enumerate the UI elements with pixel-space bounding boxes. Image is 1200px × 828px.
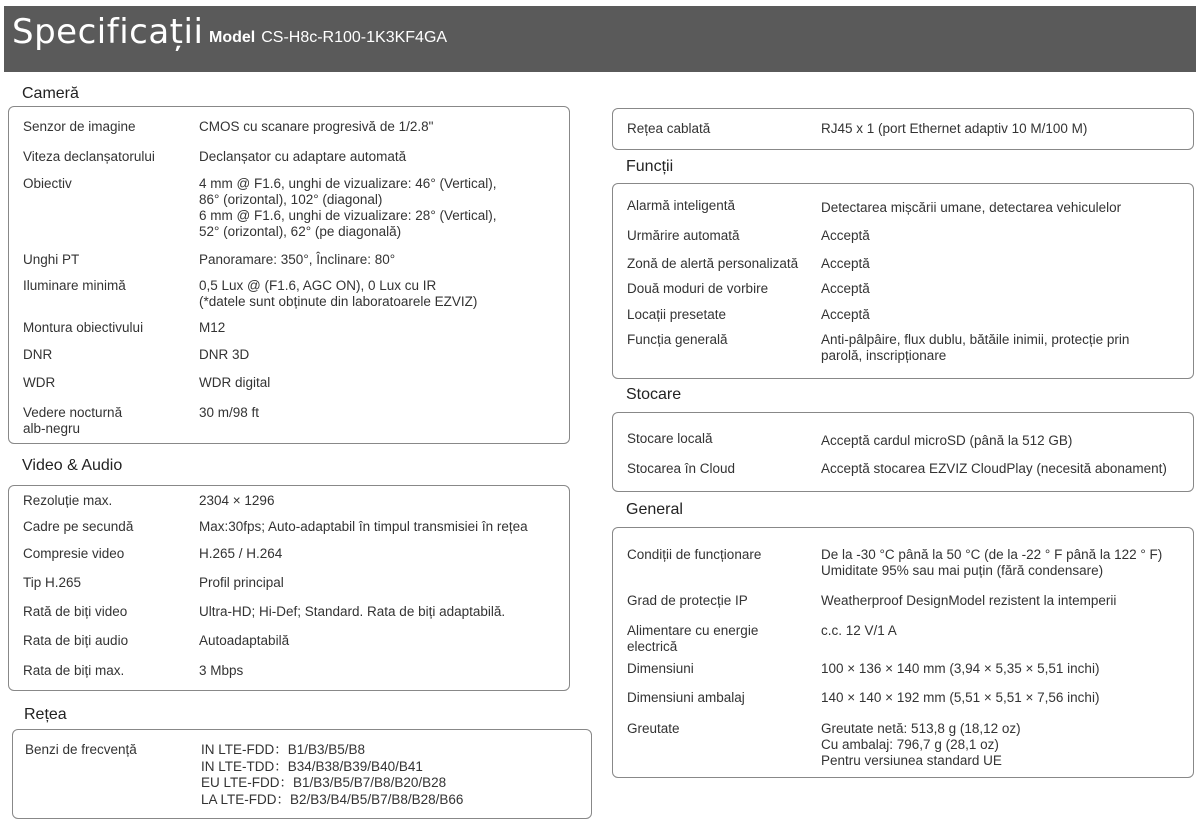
spec-key: Alimentare cu energie electrică bbox=[627, 623, 759, 654]
spec-value: 30 m/98 ft bbox=[199, 405, 260, 420]
spec-key: Urmărire automată bbox=[627, 228, 740, 243]
spec-value: 0,5 Lux @ (F1.6, AGC ON), 0 Lux cu IR (*datele sunt obținute din laboratoarele EZVIZ) bbox=[199, 278, 478, 309]
spec-key: Tip H.265 bbox=[23, 575, 82, 590]
spec-value: 140 × 140 × 192 mm (5,51 × 5,51 × 7,56 inchi) bbox=[821, 690, 1100, 705]
spec-key: DNR bbox=[23, 347, 53, 362]
spec-value: Anti-pâlpâire, flux dublu, bătăile inimii, protecție prin parolă, inscripționare bbox=[821, 332, 1130, 363]
spec-key: Condiții de funcționare bbox=[627, 547, 762, 562]
functions-spec-table bbox=[612, 183, 1194, 379]
general-section-title: General bbox=[626, 501, 683, 518]
spec-value: c.c. 12 V/1 A bbox=[821, 623, 897, 638]
spec-key: Vedere nocturnă alb-negru bbox=[23, 405, 123, 436]
video-audio-spec-table bbox=[8, 485, 570, 691]
model-value: CS-H8c-R100-1K3KF4GA bbox=[261, 29, 448, 46]
storage-section-title: Stocare bbox=[626, 386, 682, 403]
spec-key: Benzi de frecvență bbox=[25, 742, 137, 757]
video-audio-section-title: Video & Audio bbox=[22, 457, 123, 474]
model-label: Model bbox=[209, 29, 256, 46]
spec-key: Senzor de imagine bbox=[23, 119, 136, 134]
spec-value: Declanșator cu adaptare automată bbox=[199, 149, 407, 164]
spec-key: Compresie video bbox=[23, 546, 125, 561]
spec-value: 4 mm @ F1.6, unghi de vizualizare: 46° (Vertical), 86° (orizontal), 102° (diagonal) 6 mm @ F1.6, unghi de vizualizare: 28° (Vertical), 52° (orizontal), 62° (pe diagonală) bbox=[199, 176, 497, 239]
functions-section-title: Funcții bbox=[626, 158, 674, 175]
spec-key: Zonă de alertă personalizată bbox=[627, 256, 799, 271]
spec-value: Acceptă cardul microSD (până la 512 GB) bbox=[821, 433, 1073, 448]
spec-value: 100 × 136 × 140 mm (3,94 × 5,35 × 5,51 inchi) bbox=[821, 661, 1100, 676]
spec-key: Locații presetate bbox=[627, 307, 727, 322]
spec-key: Două moduri de vorbire bbox=[627, 281, 769, 296]
spec-value: Profil principal bbox=[199, 575, 284, 590]
camera-section-title: Cameră bbox=[22, 85, 79, 102]
spec-key: WDR bbox=[23, 375, 56, 390]
spec-value: Acceptă bbox=[821, 307, 870, 322]
spec-key: Rețea cablată bbox=[627, 121, 711, 136]
general-spec-table bbox=[612, 527, 1194, 778]
spec-key: Grad de protecție IP bbox=[627, 593, 748, 608]
page-header bbox=[4, 6, 1196, 72]
spec-value: IN LTE-FDD：B1/B3/B5/B8 IN LTE-TDD：B34/B38/B39/B40/B41 EU LTE-FDD：B1/B3/B5/B7/B8/B20/B28 LA LTE-FDD：B2/B3/B4/B5/B7/B8/B28/B66 bbox=[201, 742, 464, 807]
spec-key: Cadre pe secundă bbox=[23, 519, 134, 534]
spec-value: DNR 3D bbox=[199, 347, 250, 362]
network-section-title: Rețea bbox=[24, 706, 67, 723]
spec-key: Obiectiv bbox=[23, 176, 72, 191]
spec-value: Acceptă bbox=[821, 228, 870, 243]
spec-key: Dimensiuni ambalaj bbox=[627, 690, 745, 705]
spec-key: Rata de biți max. bbox=[23, 663, 125, 678]
spec-value: De la -30 °C până la 50 °C (de la -22 ° F până la 122 ° F) Umiditate 95% sau mai puțin (fără condensare) bbox=[821, 547, 1163, 578]
spec-value: Greutate netă: 513,8 g (18,12 oz) Cu ambalaj: 796,7 g (28,1 oz) Pentru versiunea standard UE bbox=[821, 721, 1021, 768]
spec-value: Panoramare: 350°, Înclinare: 80° bbox=[199, 252, 396, 267]
spec-key: Dimensiuni bbox=[627, 661, 694, 676]
spec-key: Alarmă inteligentă bbox=[627, 198, 736, 213]
spec-value: 2304 × 1296 bbox=[199, 493, 275, 508]
camera-spec-table bbox=[8, 106, 570, 444]
network-spec-table bbox=[12, 729, 592, 819]
spec-key: Viteza declanșatorului bbox=[23, 149, 155, 164]
spec-value: RJ45 x 1 (port Ethernet adaptiv 10 M/100 M) bbox=[821, 121, 1088, 136]
spec-value: Autoadaptabilă bbox=[199, 633, 290, 648]
spec-value: WDR digital bbox=[199, 375, 271, 390]
spec-value: Acceptă bbox=[821, 281, 870, 296]
spec-value: Max:30fps; Auto-adaptabil în timpul transmisiei în rețea bbox=[199, 519, 528, 534]
spec-key: Unghi PT bbox=[23, 252, 80, 267]
spec-key: Rata de biți audio bbox=[23, 633, 129, 648]
spec-key: Rezoluție max. bbox=[23, 493, 113, 508]
spec-key: Stocarea în Cloud bbox=[627, 461, 736, 476]
model-line bbox=[209, 28, 447, 48]
page-title: Specificații bbox=[12, 12, 204, 52]
spec-value: M12 bbox=[199, 320, 226, 335]
spec-key: Rată de biți video bbox=[23, 604, 128, 619]
spec-key: Stocare locală bbox=[627, 431, 713, 446]
spec-value: Ultra-HD; Hi-Def; Standard. Rata de biți adaptabilă. bbox=[199, 604, 506, 619]
wired-network-spec-table bbox=[612, 108, 1194, 150]
spec-key: Iluminare minimă bbox=[23, 278, 126, 293]
spec-value: 3 Mbps bbox=[199, 663, 244, 678]
spec-value: Weatherproof DesignModel rezistent la intemperii bbox=[821, 593, 1117, 608]
spec-value: Detectarea mișcării umane, detectarea vehiculelor bbox=[821, 200, 1122, 215]
spec-key: Greutate bbox=[627, 721, 680, 736]
spec-value: H.265 / H.264 bbox=[199, 546, 283, 561]
spec-value: CMOS cu scanare progresivă de 1/2.8" bbox=[199, 119, 434, 134]
spec-value: Acceptă stocarea EZVIZ CloudPlay (necesită abonament) bbox=[821, 461, 1167, 476]
spec-key: Montura obiectivului bbox=[23, 320, 144, 335]
storage-spec-table bbox=[612, 412, 1194, 492]
spec-key: Funcția generală bbox=[627, 332, 728, 347]
spec-value: Acceptă bbox=[821, 256, 870, 271]
